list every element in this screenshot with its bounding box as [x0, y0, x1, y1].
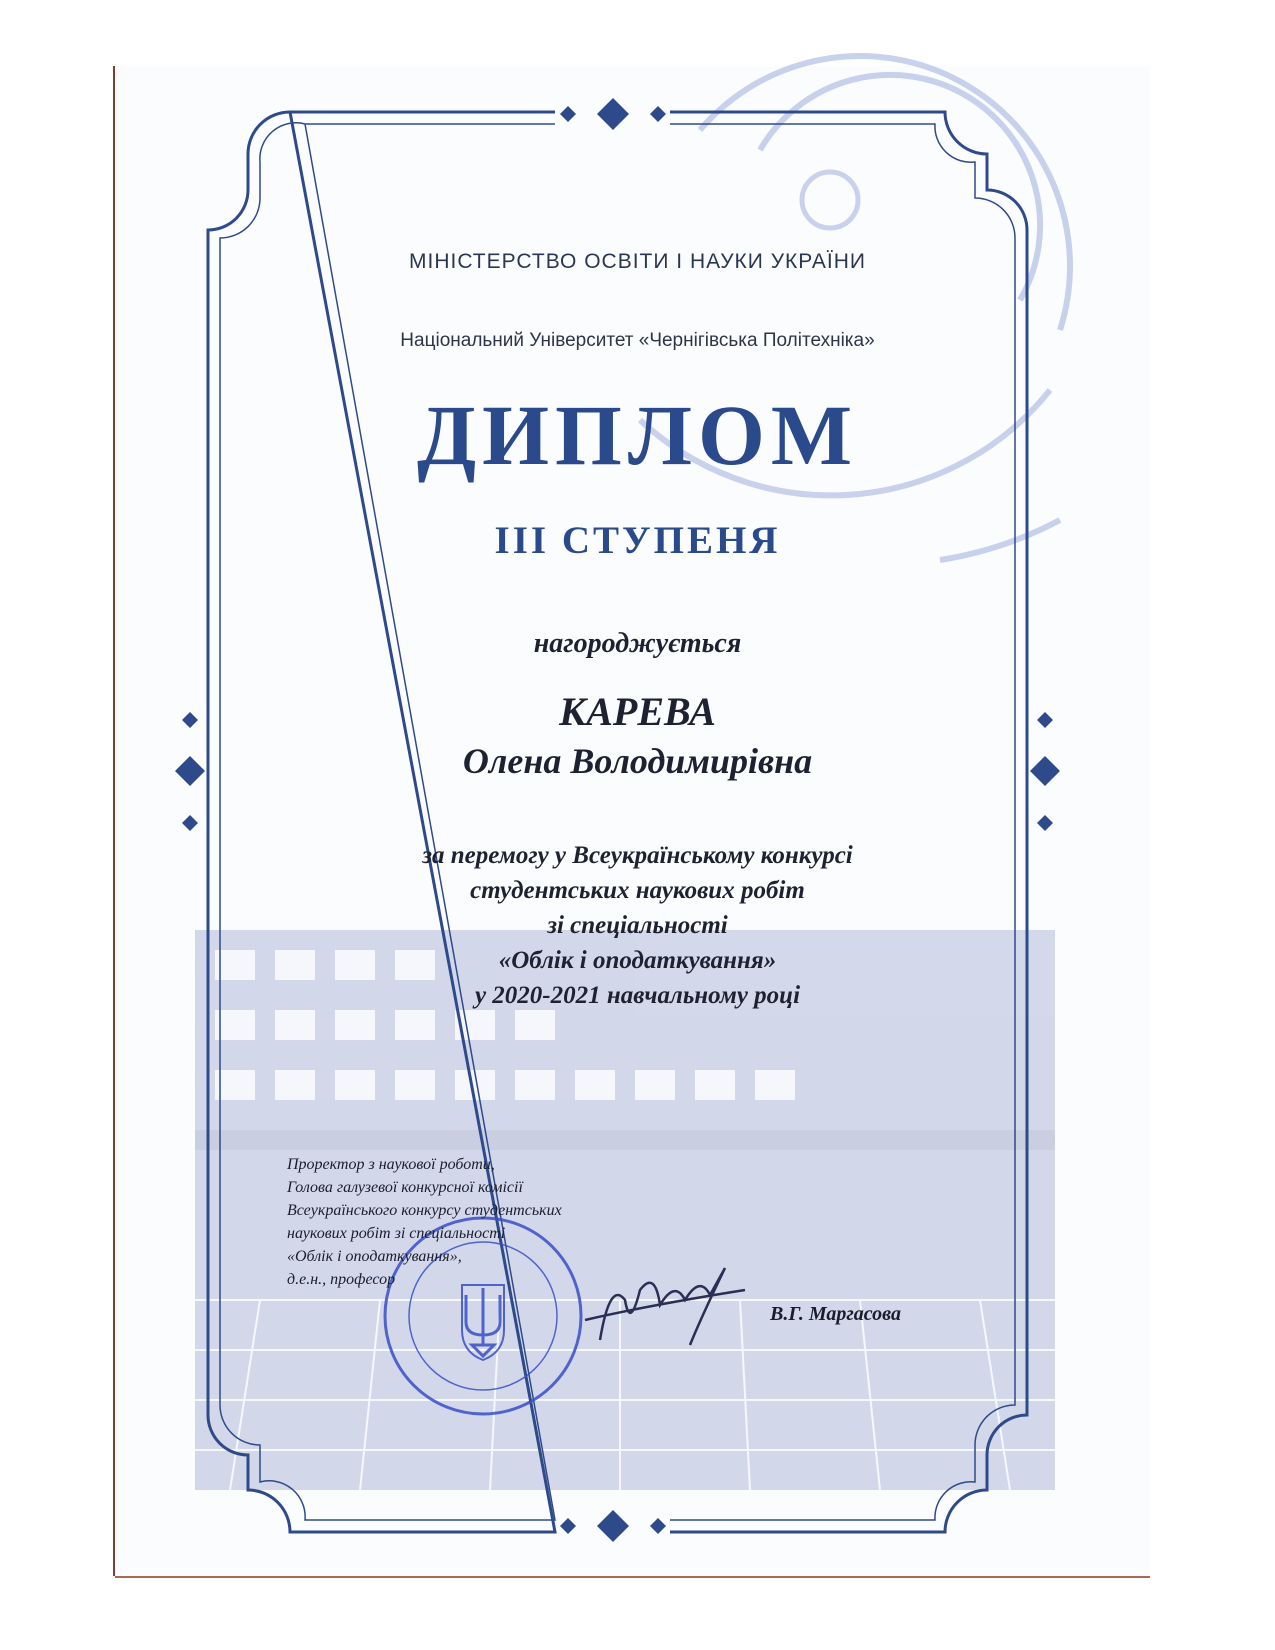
- recipient-surname: КАРЕВА: [559, 689, 716, 734]
- signer-title-line: Проректор з наукової роботи,: [287, 1156, 495, 1173]
- diploma-title: ДИПЛОМ: [416, 387, 859, 483]
- signer-name: В.Г. Маргасова: [770, 1303, 901, 1325]
- reason-line: зі спеціальності: [547, 912, 728, 939]
- ministry-heading: МІНІСТЕРСТВО ОСВІТИ І НАУКИ УКРАЇНИ: [409, 250, 866, 273]
- top-diamonds: [560, 98, 666, 130]
- signer-title-line: «Облік і оподаткування»,: [287, 1248, 462, 1265]
- signer-title-line: Голова галузевої конкурсної комісії: [287, 1179, 523, 1196]
- signer-title-line: д.е.н., професор: [287, 1271, 396, 1288]
- signer-title: [287, 1153, 707, 1291]
- signer-title-line: Всеукраїнського конкурсу студентських: [287, 1202, 562, 1219]
- bottom-diamonds: [560, 1510, 666, 1542]
- awarded-label: нагороджується: [533, 628, 742, 659]
- reason-line: студентських наукових робіт: [470, 877, 805, 904]
- diploma-degree: III СТУПЕНЯ: [494, 519, 781, 562]
- reason-line: у 2020-2021 навчальному році: [474, 982, 801, 1009]
- left-diamonds: [175, 712, 205, 831]
- recipient-given-name: Олена Володимирівна: [462, 741, 813, 781]
- university-name: Національний Університет «Чернігівська Політехніка»: [400, 330, 875, 351]
- award-reason: [240, 838, 1035, 1013]
- reason-line: за перемогу у Всеукраїнському конкурсі: [422, 842, 853, 869]
- signer-title-line: наукових робіт зі спеціальності: [287, 1225, 506, 1242]
- reason-line: «Облік і оподаткування»: [498, 947, 777, 974]
